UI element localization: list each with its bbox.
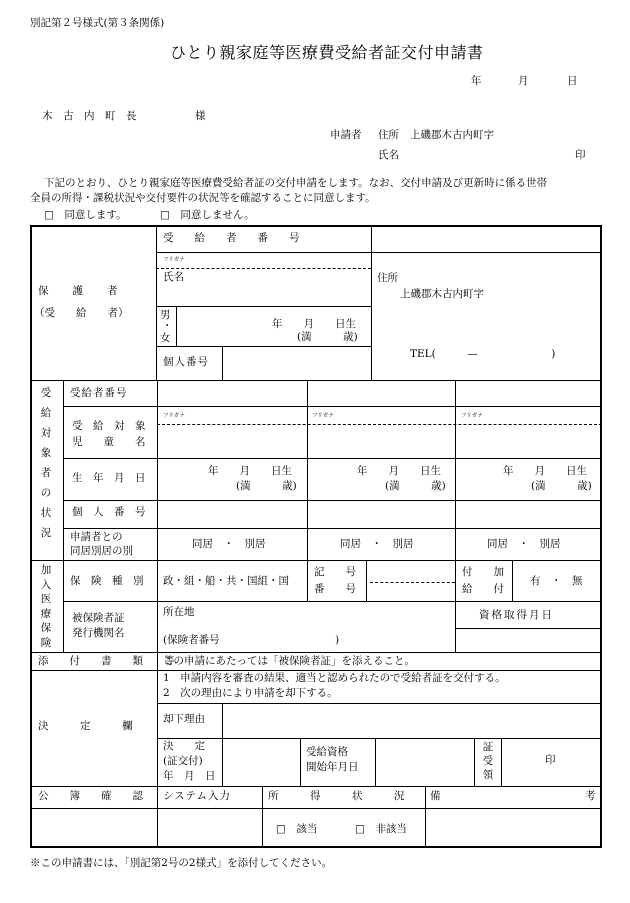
target-age-2: (満 歳) (385, 480, 446, 492)
target-furigana-1: フリガナ (163, 413, 185, 419)
target-birth-1: 年 月 日生 (208, 465, 292, 477)
date-year: 年 (471, 75, 482, 87)
guardian-address-label: 住所 (377, 272, 398, 284)
insurance-issuer-label-1: 被保険者証 (72, 612, 125, 624)
guardian-label-1: 保 護 者 (38, 285, 119, 297)
target-recipient-number-label: 受給者番号 (70, 387, 128, 399)
target-relation-label-1: 申請者との (70, 531, 123, 543)
target-child-label-2: 児 童 名 (72, 436, 146, 448)
footer-income: 所 得 状 況 (268, 790, 405, 802)
guardian-birth: 年 月 日生 (272, 318, 356, 330)
decision-item-1: 1 申請内容を審査の結果、適当と認められたので受給者証を交付する。 (163, 672, 506, 684)
footer-not-applicable-checkbox[interactable]: □ 非該当 (355, 823, 407, 835)
insurance-location-label: 所在地 (163, 606, 195, 618)
footnote: ※この申請書には、「別記第2号の2様式」を添付してください。 (30, 857, 333, 869)
guardian-name-label: 氏名 (163, 271, 184, 283)
footer-system: システム入力 (163, 790, 231, 802)
footer-ledger: 公 簿 確 認 (38, 790, 143, 802)
target-furigana-2: フリガナ (312, 413, 334, 419)
addressee-suffix: 様 (195, 110, 206, 122)
target-birth-3: 年 月 日生 (503, 465, 587, 477)
insurance-extra-label-2: 給 付 (462, 583, 504, 595)
insurance-section-label: 加 入 医 療 保 険 (40, 564, 52, 649)
decision-date-3: 年 月 日 (163, 770, 216, 782)
attach-label: 添 付 書 類 等 (38, 655, 175, 667)
addressee: 木 古 内 町 長 (42, 110, 137, 122)
guardian-address-value: 上磯郡木古内町字 (400, 288, 484, 300)
target-furigana-3: フリガナ (461, 413, 483, 419)
guardian-sex-dot: ・ (162, 320, 173, 332)
target-relation-3: 同居 ・ 別居 (487, 538, 561, 550)
decision-start-label-1: 受給資格 (306, 746, 348, 758)
form-id: 別記第２号様式(第３条関係) (30, 17, 165, 29)
applicant-address-value: 上磯郡木古内町字 (410, 129, 494, 141)
target-birth-label: 生 年 月 日 (72, 472, 146, 484)
target-child-label-1: 受 給 対 象 (72, 420, 146, 432)
decision-date-2: (証交付) (163, 755, 203, 767)
insurance-type-value: 政・組・船・共・国組・国 (163, 575, 289, 587)
insurance-acquire-date-label: 資格取得月日 (479, 609, 554, 621)
insurance-extra-value: 有 ・ 無 (530, 575, 583, 587)
consent-agree-checkbox[interactable]: □ 同意します。 (44, 209, 127, 221)
target-my-number-label: 個 人 番 号 (72, 506, 146, 518)
decision-start-label-2: 開始年月日 (306, 761, 359, 773)
footer-remarks: 備 (430, 790, 441, 802)
insurance-symbol-label-2: 番 号 (314, 583, 356, 595)
insurance-insurer-number: (保険者番号 ) (163, 634, 340, 646)
guardian-furigana: フリガナ (163, 257, 185, 263)
decision-label: 決 定 欄 (38, 720, 133, 732)
target-birth-2: 年 月 日生 (357, 465, 441, 477)
guardian-age: (満 歳) (297, 331, 358, 343)
insurance-extra-label-1: 付 加 (462, 566, 504, 578)
page-title: ひとり親家庭等医療費受給者証交付申請書 (170, 43, 484, 62)
applicant-seal: 印 (575, 149, 586, 161)
attach-text: この申請にあたっては「被保険者証」を添えること。 (163, 655, 415, 667)
applicant-name-label: 氏名 (378, 149, 399, 161)
footer-remarks-end: 考 (585, 790, 596, 802)
decision-cert-label: 証 受 領 (482, 741, 494, 781)
guardian-tel: TEL( — ) (410, 348, 556, 360)
footer-applicable-checkbox[interactable]: □ 該当 (276, 823, 318, 835)
guardian-sex-female: 女 (160, 332, 171, 344)
target-relation-1: 同居 ・ 別居 (192, 538, 266, 550)
decision-seal: 印 (545, 754, 556, 766)
target-age-1: (満 歳) (236, 480, 297, 492)
applicant-address-label: 住所 (378, 129, 399, 141)
consent-disagree-checkbox[interactable]: □ 同意しません。 (160, 209, 255, 221)
insurance-symbol-label-1: 記 号 (314, 566, 356, 578)
applicant-label: 申請者 (330, 129, 362, 141)
guardian-sex-male: 男 (160, 309, 171, 321)
guardian-label-2: （受 給 者） (34, 307, 129, 319)
insurance-type-label: 保 険 種 別 (70, 575, 144, 587)
decision-item-2: 2 次の理由により申請を却下する。 (163, 687, 338, 699)
insurance-issuer-label-2: 発行機関名 (72, 627, 125, 639)
target-relation-2: 同居 ・ 別居 (340, 538, 414, 550)
target-age-3: (満 歳) (531, 480, 592, 492)
date-day: 日 (567, 75, 578, 87)
decision-reject-reason: 却下理由 (163, 713, 205, 725)
guardian-recipient-number-label: 受 給 者 番 号 (163, 232, 300, 244)
target-relation-label-2: 同居別居の別 (70, 545, 133, 557)
decision-date-1: 決 定 (163, 740, 205, 752)
consent-text-line2: 全員の所得・課税状況や交付要件の状況等を確認することに同意します。 (30, 192, 376, 204)
consent-text-line1: 下記のとおり、ひとり親家庭等医療費受給者証の交付申請をします。なお、交付申請及び更新時に係る世帯 (44, 177, 548, 189)
guardian-my-number-label: 個人番号 (163, 356, 209, 368)
date-month: 月 (518, 75, 529, 87)
target-section-label: 受 給 対 象 者 の 状 況 (40, 387, 52, 539)
